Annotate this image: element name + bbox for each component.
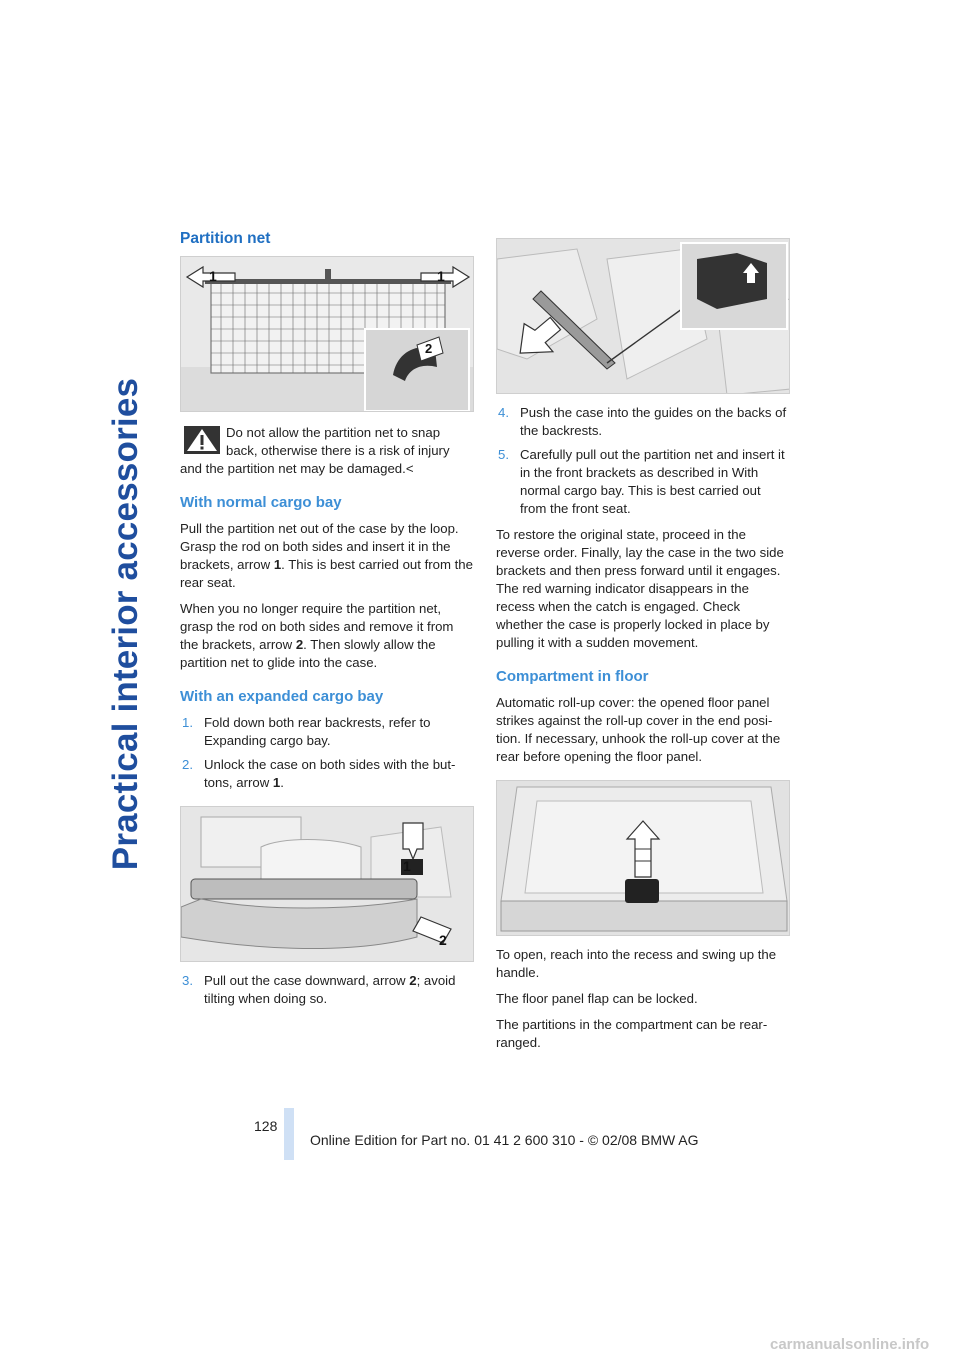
right-column xyxy=(496,238,790,1060)
paragraph-normal-cargo-1: Pull the partition net out of the case by the loop. Grasp the rod on both sides and insert it in the brackets, arrow 1. This is best carried out from the rear seat. xyxy=(180,521,473,590)
footer-edition-text: Online Edition for Part no. 01 41 2 600 310 - © 02/08 BMW AG xyxy=(310,1132,699,1148)
step-item: 1. Fold down both rear backrests, refer to Expanding cargo bay. xyxy=(182,715,431,748)
steps-list-left xyxy=(180,714,474,792)
end-marker: < xyxy=(405,461,414,476)
steps-list-right xyxy=(496,404,790,518)
footer-accent-bar xyxy=(284,1108,294,1160)
warning-note xyxy=(180,424,474,478)
step-item: 5. Carefully pull out the partition net and insert it in the front brackets as described in With normal cargo bay. This is best carried out from the front seat. xyxy=(498,447,785,516)
warning-text: Do not allow the partition net to snap back, otherwise there is a risk of injury and the partition net may be damaged. xyxy=(180,425,450,476)
step-item: 2. Unlock the case on both sides with the buttons, arrow 1. xyxy=(182,757,456,790)
figure-partition-net xyxy=(180,256,474,412)
figure-label-arrow-2: 2 xyxy=(439,932,447,948)
partition-net-illustration xyxy=(181,257,474,412)
floor-compartment-illustration xyxy=(497,781,790,936)
side-chapter-title: Practical interior accessories xyxy=(106,377,145,871)
figure-case-unlock xyxy=(180,806,474,962)
subsection-title-compartment-floor: Compartment in floor xyxy=(496,668,649,685)
paragraph-floor-2: To open, reach into the recess and swing up the handle. xyxy=(496,947,777,980)
paragraph-floor-3: The floor panel flap can be locked. xyxy=(496,991,698,1006)
case-guides-illustration xyxy=(497,239,790,394)
paragraph-restore: To restore the original state, proceed in the reverse order. Finally, lay the case in the two side brackets and then press forward until it engages. The red warning indicator disappears in the recess when the catch is engaged. Check whether the case is properly locked in place by pulling it with a sudden movement. xyxy=(496,527,784,650)
paragraph-floor-4: The partitions in the compartment can be rearranged. xyxy=(496,1017,768,1050)
figure-floor-compartment xyxy=(496,780,790,936)
subsection-title-normal-cargo-bay: With normal cargo bay xyxy=(180,494,342,511)
cargo-case-illustration xyxy=(181,807,474,962)
figure-label-arrow-1: 1 xyxy=(403,858,411,874)
watermark: carmanualsonline.info xyxy=(770,1336,930,1353)
figure-inset-label-2: 2 xyxy=(425,341,433,356)
warning-triangle-icon xyxy=(184,426,220,454)
paragraph-normal-cargo-2: When you no longer require the partition net, grasp the rod on both sides and remove it from the brackets, arrow 2. Then slowly allow the partition net to glide into the case. xyxy=(180,601,454,670)
figure-label-arrow-1-right: 1 xyxy=(437,268,445,284)
paragraph-floor-1: Automatic roll-up cover: the opened floor panel strikes against the roll-up cover in the end position. If necessary, unhook the roll-up cover at the rear before opening the floor panel. xyxy=(496,695,781,764)
step-item: 3. Pull out the case downward, arrow 2; avoid tilting when doing so. xyxy=(182,973,456,1006)
page-number: 128 xyxy=(254,1118,278,1134)
steps-list-left-2 xyxy=(180,972,474,1008)
left-column xyxy=(180,228,474,1016)
figure-label-arrow-1-left: 1 xyxy=(209,268,217,284)
subsection-title-expanded-cargo-bay: With an expanded cargo bay xyxy=(180,688,384,705)
figure-case-guides xyxy=(496,238,790,394)
step-item: 4. Push the case into the guides on the backs of the backrests. xyxy=(498,405,787,438)
section-title-partition-net: Partition net xyxy=(180,230,271,247)
